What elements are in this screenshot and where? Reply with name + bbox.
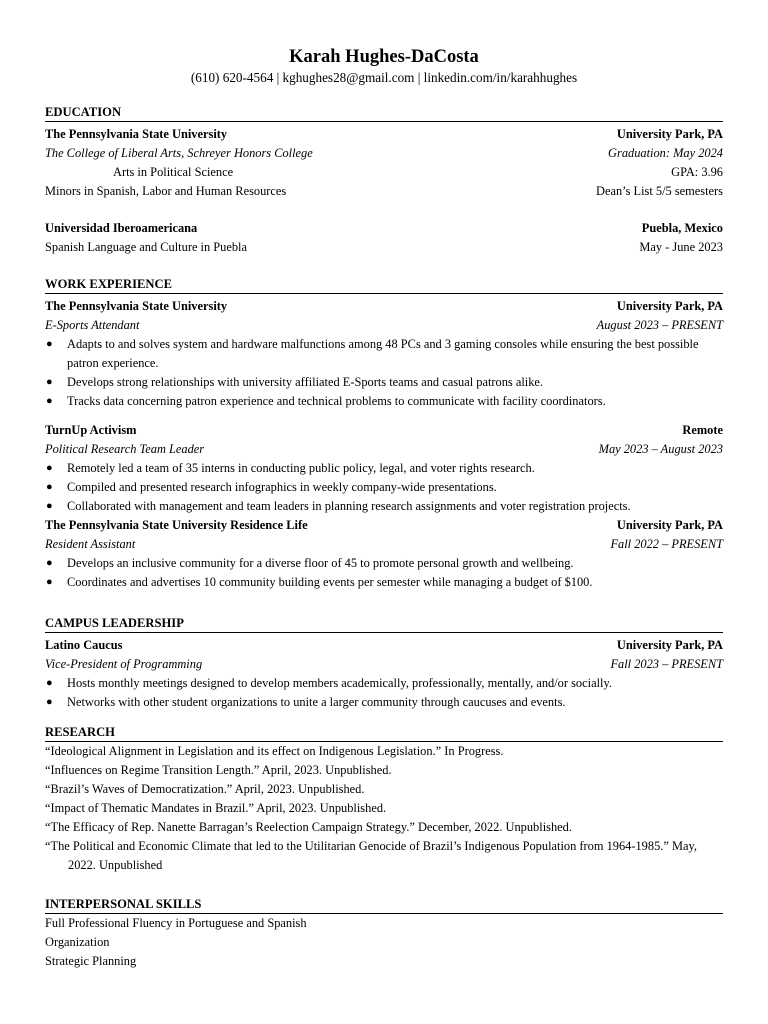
section-title: WORK EXPERIENCE xyxy=(45,276,723,294)
graduation: Graduation: May 2024 xyxy=(608,146,723,160)
research-list xyxy=(45,742,723,875)
list-item: ● Coordinates and advertises 10 community building events per semester while managing a budget of $100. xyxy=(45,573,723,592)
role: Political Research Team Leader xyxy=(45,442,205,456)
list-item: ● Remotely led a team of 35 interns in conducting public policy, legal, and voter rights research. xyxy=(45,459,723,478)
list-item: “The Efficacy of Rep. Nanette Barragan’s Reelection Campaign Strategy.” December, 2022. Unpublished. xyxy=(45,820,572,834)
list-item: “Impact of Thematic Mandates in Brazil.” April, 2023. Unpublished. xyxy=(45,801,387,815)
dates: May - June 2023 xyxy=(639,240,723,254)
bullet-list xyxy=(45,674,723,712)
bullet-icon: ● xyxy=(46,338,53,350)
location: University Park, PA xyxy=(616,638,723,652)
work-entry xyxy=(45,516,723,592)
leadership-entry xyxy=(45,636,723,712)
org-name: Universidad Iberoamericana xyxy=(45,221,198,235)
bullet-list xyxy=(45,459,723,516)
org-name: TurnUp Activism xyxy=(45,423,137,437)
list-item: “Brazil’s Waves of Democratization.” April, 2023. Unpublished. xyxy=(45,782,365,796)
list-item: “The Political and Economic Climate that led to the Utilitarian Genocide of Brazil’s Indigenous Population from 1964-1985.” May, 2022. Unpublished xyxy=(45,839,697,872)
section-title: CAMPUS LEADERSHIP xyxy=(45,615,723,633)
location: University Park, PA xyxy=(616,127,723,141)
list-item: Organization xyxy=(45,935,110,949)
bullet-list xyxy=(45,554,723,592)
skills-list xyxy=(45,914,723,971)
education-entry xyxy=(45,219,723,257)
bullet-icon: ● xyxy=(46,677,53,689)
program: Spanish Language and Culture in Puebla xyxy=(45,240,247,254)
role: Vice-President of Programming xyxy=(45,657,203,671)
list-item: ● Hosts monthly meetings designed to develop members academically, professionally, mentally, and/or socially. xyxy=(45,674,723,693)
candidate-name: Karah Hughes-DaCosta xyxy=(289,47,479,67)
org-name: Latino Caucus xyxy=(45,638,123,652)
degree: Arts in Political Science xyxy=(113,165,234,179)
list-item: ● Collaborated with management and team leaders in planning research assignments and voter registration projects. xyxy=(45,497,723,516)
dates: Fall 2023 – PRESENT xyxy=(610,657,723,671)
list-item: ● Develops strong relationships with university affiliated E-Sports teams and casual patrons alike. xyxy=(45,373,723,392)
gpa: GPA: 3.96 xyxy=(671,165,723,179)
list-item: “Ideological Alignment in Legislation and its effect on Indigenous Legislation.” In Progress. xyxy=(45,744,504,758)
section-title: EDUCATION xyxy=(45,104,723,122)
bullet-icon: ● xyxy=(46,395,53,407)
list-item: ● Tracks data concerning patron experience and technical problems to communicate with facility coordinators. xyxy=(45,392,723,411)
bullet-icon: ● xyxy=(46,576,53,588)
location: Remote xyxy=(682,423,723,437)
section-title: INTERPERSONAL SKILLS xyxy=(45,896,723,914)
bullet-icon: ● xyxy=(46,376,53,388)
dates: August 2023 – PRESENT xyxy=(596,318,723,332)
work-section xyxy=(45,276,723,592)
list-item: “Influences on Regime Transition Length.” April, 2023. Unpublished. xyxy=(45,763,392,777)
bullet-list xyxy=(45,335,723,411)
skills-section xyxy=(45,896,723,971)
bullet-icon: ● xyxy=(46,500,53,512)
list-item: ● Networks with other student organizations to unite a larger community through caucuses and events. xyxy=(45,693,723,712)
location: University Park, PA xyxy=(616,518,723,532)
role: E-Sports Attendant xyxy=(45,318,140,332)
honors: Dean’s List 5/5 semesters xyxy=(596,184,723,198)
college: The College of Liberal Arts, Schreyer Honors College xyxy=(45,146,313,160)
bullet-icon: ● xyxy=(46,557,53,569)
org-name: The Pennsylvania State University xyxy=(45,127,228,141)
list-item: Full Professional Fluency in Portuguese and Spanish xyxy=(45,916,307,930)
education-section xyxy=(45,104,723,257)
role: Resident Assistant xyxy=(45,537,136,551)
dates: Fall 2022 – PRESENT xyxy=(610,537,723,551)
list-item: Strategic Planning xyxy=(45,954,137,968)
bullet-icon: ● xyxy=(46,696,53,708)
research-section xyxy=(45,724,723,875)
bullet-icon: ● xyxy=(46,462,53,474)
location: University Park, PA xyxy=(616,299,723,313)
leadership-section xyxy=(45,615,723,712)
education-entry xyxy=(45,125,723,201)
bullet-icon: ● xyxy=(46,481,53,493)
org-name: The Pennsylvania State University xyxy=(45,299,228,313)
list-item: ● Adapts to and solves system and hardware malfunctions among 48 PCs and 3 gaming consoles while ensuring the best possible patron experience. xyxy=(46,337,699,370)
minors: Minors in Spanish, Labor and Human Resources xyxy=(45,184,287,198)
dates: May 2023 – August 2023 xyxy=(598,442,723,456)
section-title: RESEARCH xyxy=(45,724,723,742)
work-entry xyxy=(45,421,723,516)
list-item: ● Compiled and presented research infographics in weekly company-wide presentations. xyxy=(45,478,723,497)
work-entry xyxy=(45,297,723,411)
list-item: ● Develops an inclusive community for a diverse floor of 45 to promote personal growth and wellbeing. xyxy=(45,554,723,573)
org-name: The Pennsylvania State University Residence Life xyxy=(45,518,308,532)
contact-line: (610) 620-4564 | kghughes28@gmail.com | linkedin.com/in/karahhughes xyxy=(190,70,578,85)
location: Puebla, Mexico xyxy=(641,221,723,235)
